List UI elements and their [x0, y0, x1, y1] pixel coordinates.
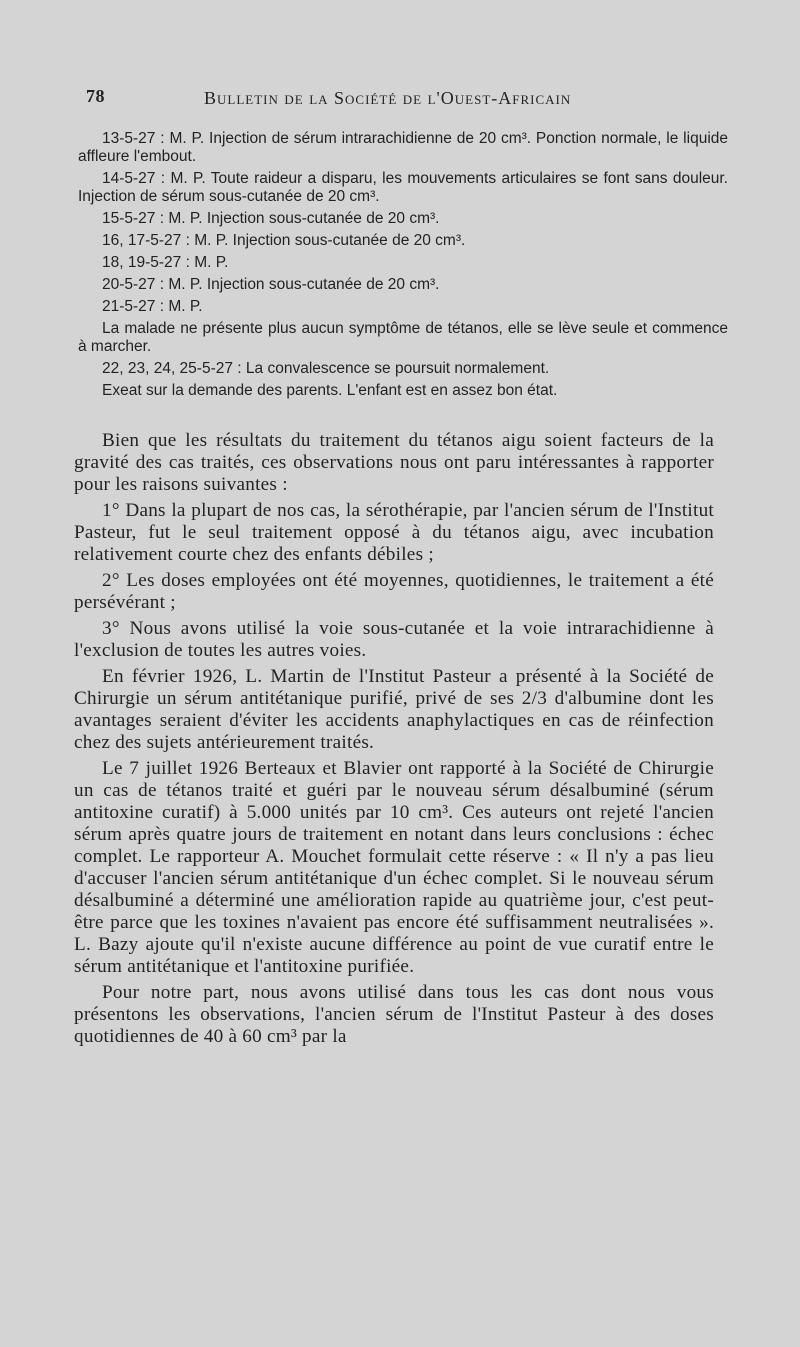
body-paragraph: 3° Nous avons utilisé la voie sous-cutanée et la voie intrarachidienne à l'exclusion de toutes les autres voies.: [74, 618, 714, 661]
page-header: [86, 86, 766, 112]
body-paragraph: 1° Dans la plupart de nos cas, la sérothérapie, par l'ancien sérum de l'Institut Pasteur, fut le seul traitement opposé à du tétanos aigu, avec incubation relativement courte chez des enfants débiles ;: [74, 500, 714, 565]
note-line: 18, 19-5-27 : M. P.: [102, 254, 229, 272]
running-title: Bulletin de la Société de l'Ouest-Africain: [204, 88, 572, 108]
note-line: 16, 17-5-27 : M. P. Injection sous-cutanée de 20 cm³.: [102, 232, 466, 250]
note-line: La malade ne présente plus aucun symptôme de tétanos, elle se lève seule et commence à marcher.: [78, 319, 728, 356]
note-line: 20-5-27 : M. P. Injection sous-cutanée de 20 cm³.: [102, 276, 440, 294]
note-line: 13-5-27 : M. P. Injection de sérum intrarachidienne de 20 cm³. Ponction normale, le liquide affleure l'embout.: [78, 130, 728, 166]
case-notes: [78, 130, 728, 404]
note-line: 21-5-27 : M. P.: [102, 297, 203, 315]
body-paragraph: En février 1926, L. Martin de l'Institut Pasteur a présenté à la Société de Chirurgie un sérum antitétanique purifié, privé de ses 2/3 d'albumine dont les avantages seraient d'éviter les accidents anaphylactiques en cas de réinfection chez des sujets antérieurement traités.: [74, 666, 714, 753]
note-line: 14-5-27 : M. P. Toute raideur a disparu, les mouvements articulaires se font sans douleur. Injection de sérum sous-cutanée de 20 cm³.: [78, 170, 728, 206]
note-line: 22, 23, 24, 25-5-27 : La convalescence se poursuit normalement.: [102, 360, 550, 378]
body-paragraph: 2° Les doses employées ont été moyennes, quotidiennes, le traitement a été persévérant ;: [74, 570, 714, 613]
body-paragraph: Pour notre part, nous avons utilisé dans tous les cas dont nous vous présentons les observations, l'ancien sérum de l'Institut Pasteur à des doses quotidiennes de 40 à 60 cm³ par la: [74, 982, 714, 1047]
page-number: 78: [86, 86, 105, 106]
body-paragraph: Bien que les résultats du traitement du tétanos aigu soient facteurs de la gravité des cas traités, ces observations nous ont paru intéressantes à rapporter pour les raisons suivantes :: [74, 430, 714, 495]
note-line: 15-5-27 : M. P. Injection sous-cutanée de 20 cm³.: [102, 210, 440, 228]
note-line: Exeat sur la demande des parents. L'enfant est en assez bon état.: [102, 381, 558, 399]
body-paragraph: Le 7 juillet 1926 Berteaux et Blavier ont rapporté à la Société de Chirurgie un cas de tétanos traité et guéri par le nouveau sérum désalbuminé (sérum antitoxine curatif) à 5.000 unités par 10 cm³. Ces auteurs ont rejeté l'ancien sérum après quatre jours de traitement en notant dans leurs conclusions : échec complet. Le rapporteur A. Mouchet formulait cette réserve : « Il n'y a pas lieu d'accuser l'ancien sérum antitétanique d'un échec complet. Si le nouveau sérum désalbuminé a déterminé une amélioration rapide au quatrième jour, c'est peut-être parce que les toxines n'avaient pas encore été suffisamment neutralisées ». L. Bazy ajoute qu'il n'existe aucune différence au point de vue curatif entre le sérum antitétanique et l'antitoxine purifiée.: [74, 758, 714, 977]
body-text: [74, 430, 714, 1052]
